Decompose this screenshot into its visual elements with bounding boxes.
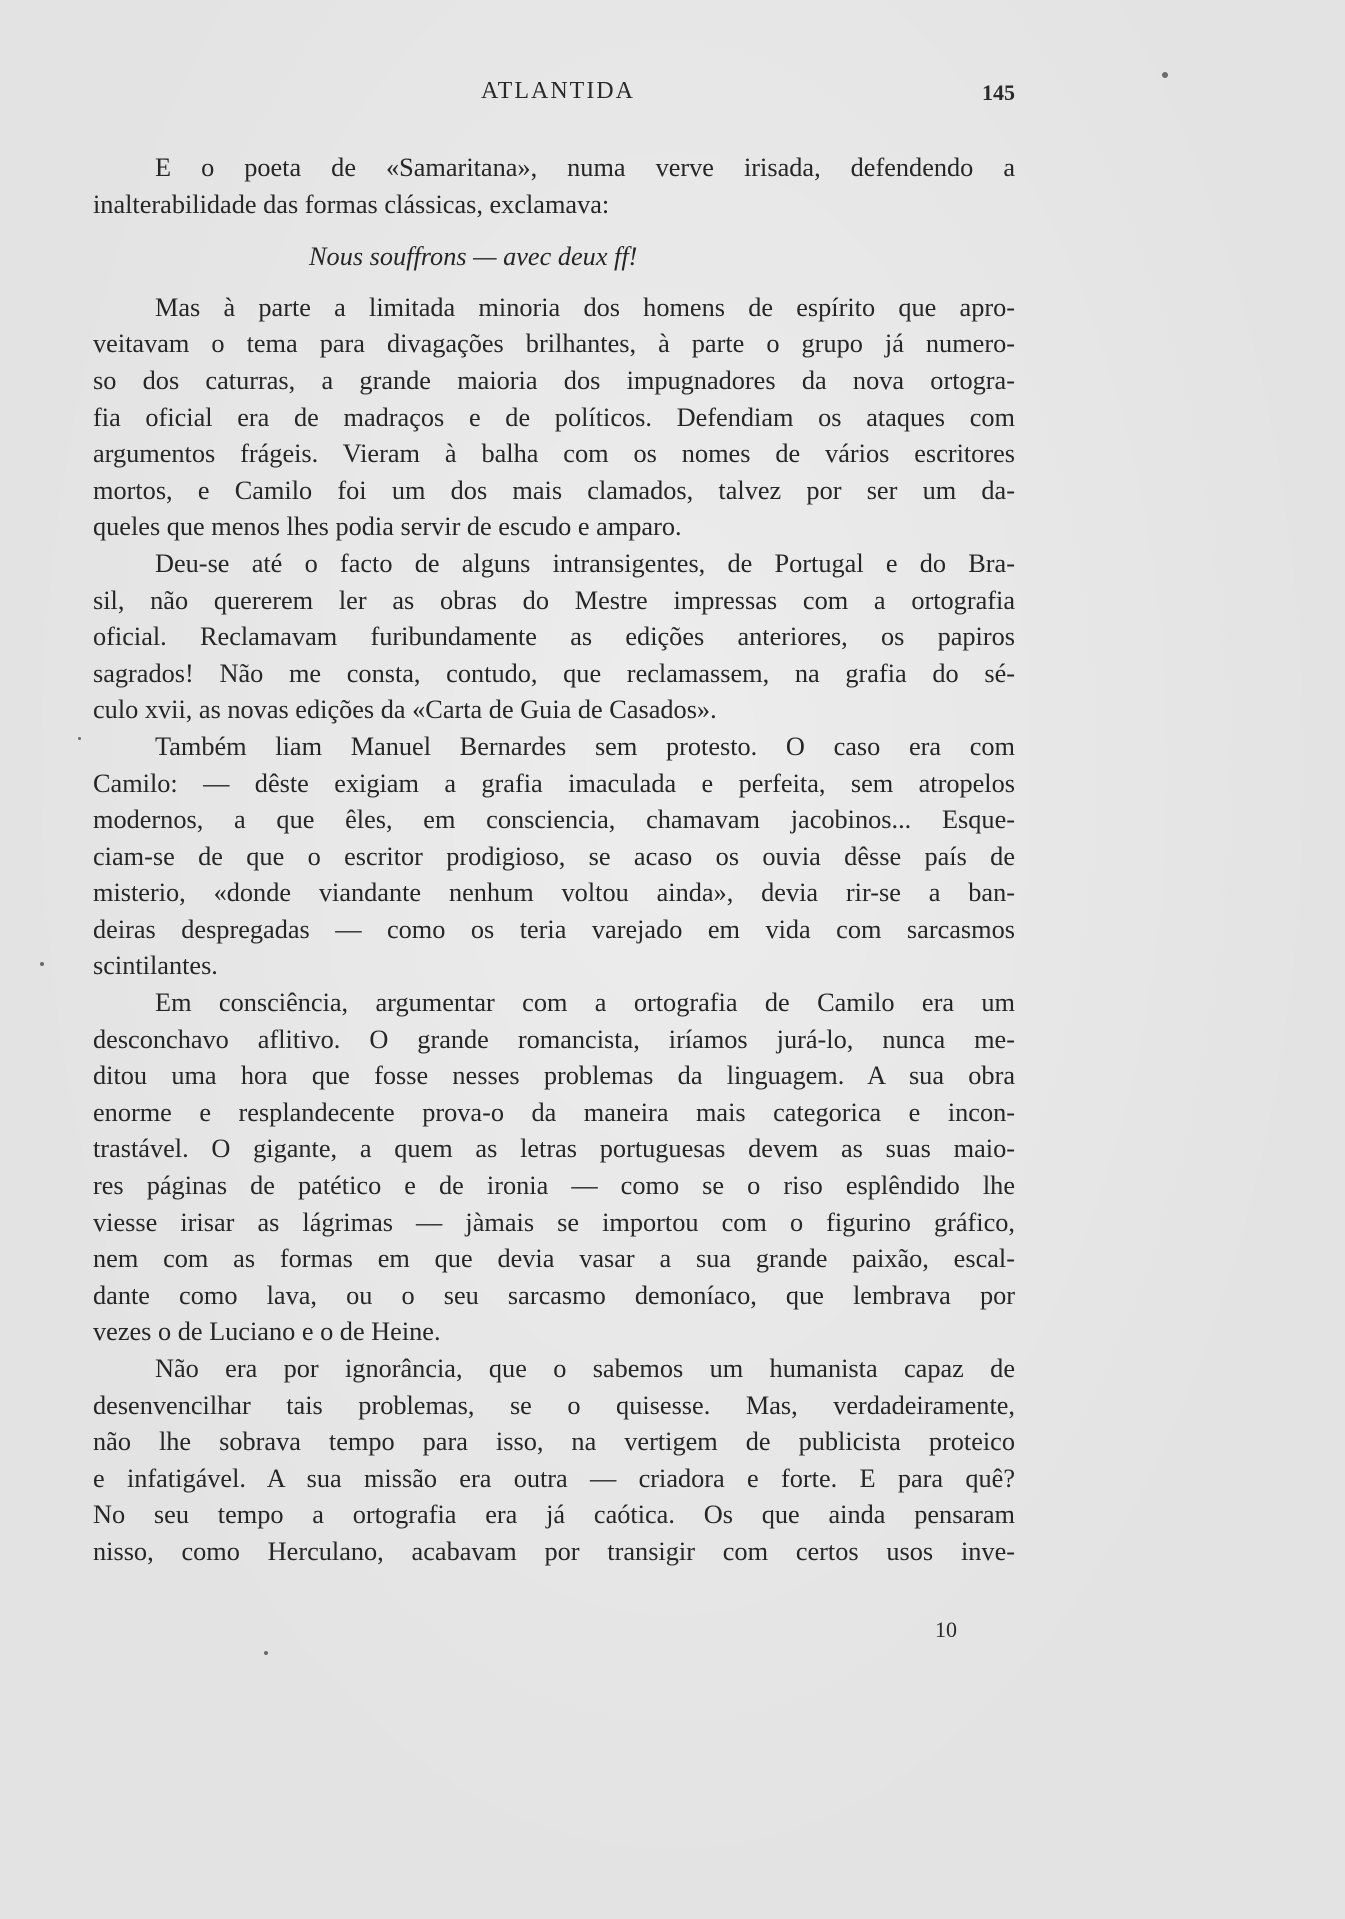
text-line: so dos caturras, a grande maioria dos impugnadores da nova ortogra- <box>93 365 1015 395</box>
text-line: res páginas de patético e de ironia — como se o riso esplêndido lhe <box>93 1171 1015 1201</box>
text-line: enorme e resplandecente prova-o da maneira mais categorica e incon- <box>93 1097 1015 1127</box>
text-line: não lhe sobrava tempo para isso, na vertigem de publicista proteico <box>93 1427 1015 1457</box>
text-line: No seu tempo a ortografia era já caótica. Os que ainda pensaram <box>93 1500 1015 1530</box>
paragraph-4 <box>93 729 1015 985</box>
text-line: e infatigável. A sua missão era outra — criadora e forte. E para quê? <box>93 1463 1015 1493</box>
text-line: sil, não quererem ler as obras do Mestre impressas com a ortografia <box>93 585 1015 615</box>
text-line: viesse irisar as lágrimas — jàmais se importou com o figurino gráfico, <box>93 1207 1015 1237</box>
text-line: trastável. O gigante, a quem as letras portuguesas devem as suas maio- <box>93 1134 1015 1164</box>
text-line: Camilo: — dêste exigiam a grafia imaculada e perfeita, sem atropelos <box>93 768 1015 798</box>
signature-mark: 10 <box>935 1617 957 1642</box>
text-line: Deu-se até o facto de alguns intransigentes, de Portugal e do Bra- <box>155 548 1015 578</box>
paragraph-6 <box>93 1351 1015 1571</box>
text-line: Em consciência, argumentar com a ortografia de Camilo era um <box>155 988 1015 1018</box>
text-line: misterio, «donde viandante nenhum voltou ainda», devia rir-se a ban- <box>93 878 1015 908</box>
text-line: culo xvii, as novas edições da «Carta de Guia de Casados». <box>93 695 717 725</box>
paragraph-2 <box>93 290 1015 546</box>
text-line: modernos, a que êles, em consciencia, chamavam jacobinos... Esque- <box>93 805 1015 835</box>
text-line: queles que menos lhes podia servir de escudo e amparo. <box>93 512 682 542</box>
text-line: desenvencilhar tais problemas, se o quisesse. Mas, verdadeiramente, <box>93 1390 1015 1420</box>
text-line: scintilantes. <box>93 951 218 981</box>
paper-speck <box>264 1651 268 1655</box>
text-line: nem com as formas em que devia vasar a sua grande paixão, escal- <box>93 1244 1015 1274</box>
paper-speck <box>40 962 44 966</box>
paper-speck <box>78 737 81 740</box>
text-line: ciam-se de que o escritor prodigioso, se acaso os ouvia dêsse país de <box>93 841 1015 871</box>
text-line: fia oficial era de madraços e de políticos. Defendiam os ataques com <box>93 402 1015 432</box>
text-line: Mas à parte a limitada minoria dos homens de espírito que apro- <box>155 292 1015 322</box>
text-line: nisso, como Herculano, acabavam por transigir com certos usos inve- <box>93 1536 1015 1566</box>
text-line: inalterabilidade das formas clássicas, exclamava: <box>93 189 610 219</box>
text-line: Não era por ignorância, que o sabemos um humanista capaz de <box>155 1354 1015 1383</box>
running-header <box>93 78 1015 108</box>
paragraph-5 <box>93 985 1015 1351</box>
paper-speck <box>1162 72 1168 78</box>
body-text <box>93 150 1015 1571</box>
text-line: oficial. Reclamavam furibundamente as edições anteriores, os papiros <box>93 622 1015 652</box>
text-line: deiras despregadas — como os teria varejado em vida com sarcasmos <box>93 914 1015 944</box>
text-line: sagrados! Não me consta, contudo, que reclamassem, na grafia do sé- <box>93 658 1015 688</box>
text-line: dante como lava, ou o seu sarcasmo demoníaco, que lembrava por <box>93 1280 1015 1310</box>
text-line: vezes o de Luciano e o de Heine. <box>93 1317 441 1347</box>
page-number: 145 <box>982 80 1015 105</box>
paragraph-1 <box>93 150 1015 223</box>
text-line: veitavam o tema para divagações brilhantes, à parte o grupo já numero- <box>93 329 1015 359</box>
french-quotation: Nous souffrons — avec deux ff! <box>309 242 638 272</box>
text-line: Também liam Manuel Bernardes sem protesto. O caso era com <box>155 731 1015 761</box>
text-line: desconchavo aflitivo. O grande romancista, iríamos jurá-lo, nunca me- <box>93 1024 1015 1054</box>
text-line: argumentos frágeis. Vieram à balha com os nomes de vários escritores <box>93 439 1015 469</box>
text-line: E o poeta de «Samaritana», numa verve irisada, defendendo a <box>155 153 1015 182</box>
text-line: ditou uma hora que fosse nesses problemas da linguagem. A sua obra <box>93 1061 1015 1091</box>
text-line: mortos, e Camilo foi um dos mais clamados, talvez por ser um da- <box>93 475 1015 505</box>
running-title: ATLANTIDA <box>481 78 635 104</box>
paragraph-3 <box>93 546 1015 729</box>
